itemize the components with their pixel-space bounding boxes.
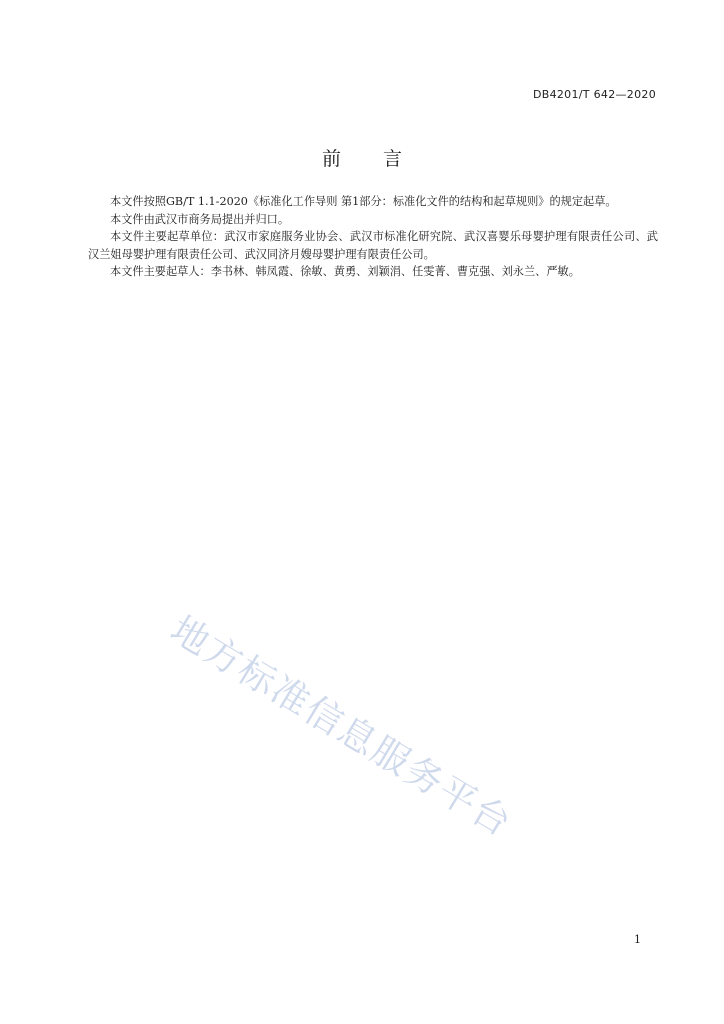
title-char-1: 前: [321, 148, 341, 170]
page-number: 1: [634, 933, 641, 946]
paragraph-proposer: 本文件由武汉市商务局提出并归口。: [110, 212, 290, 226]
title-char-2: 言: [383, 148, 403, 170]
paragraph-drafting-basis: 本文件按照GB/T 1.1-2020《标准化工作导则 第1部分：标准化文件的结构和起草规则》的规定起草。: [110, 195, 617, 208]
page-title: [0, 144, 724, 171]
watermark: 地方标准信息服务平台: [163, 607, 520, 846]
document-code: DB4201/T 642—2020: [532, 88, 656, 101]
paragraph-drafters: 本文件主要起草人：李书林、韩凤霞、徐敏、黄勇、刘颖涓、任雯菁、曹克强、刘永兰、严敏。: [110, 265, 580, 279]
paragraph-drafting-units: 本文件主要起草单位：武汉市家庭服务业协会、武汉市标准化研究院、武汉喜婴乐母婴护理有限责任公司、武汉兰姐母婴护理有限责任公司、武汉同济月嫂母婴护理有限责任公司。: [88, 230, 658, 261]
foreword-body: [88, 193, 658, 281]
